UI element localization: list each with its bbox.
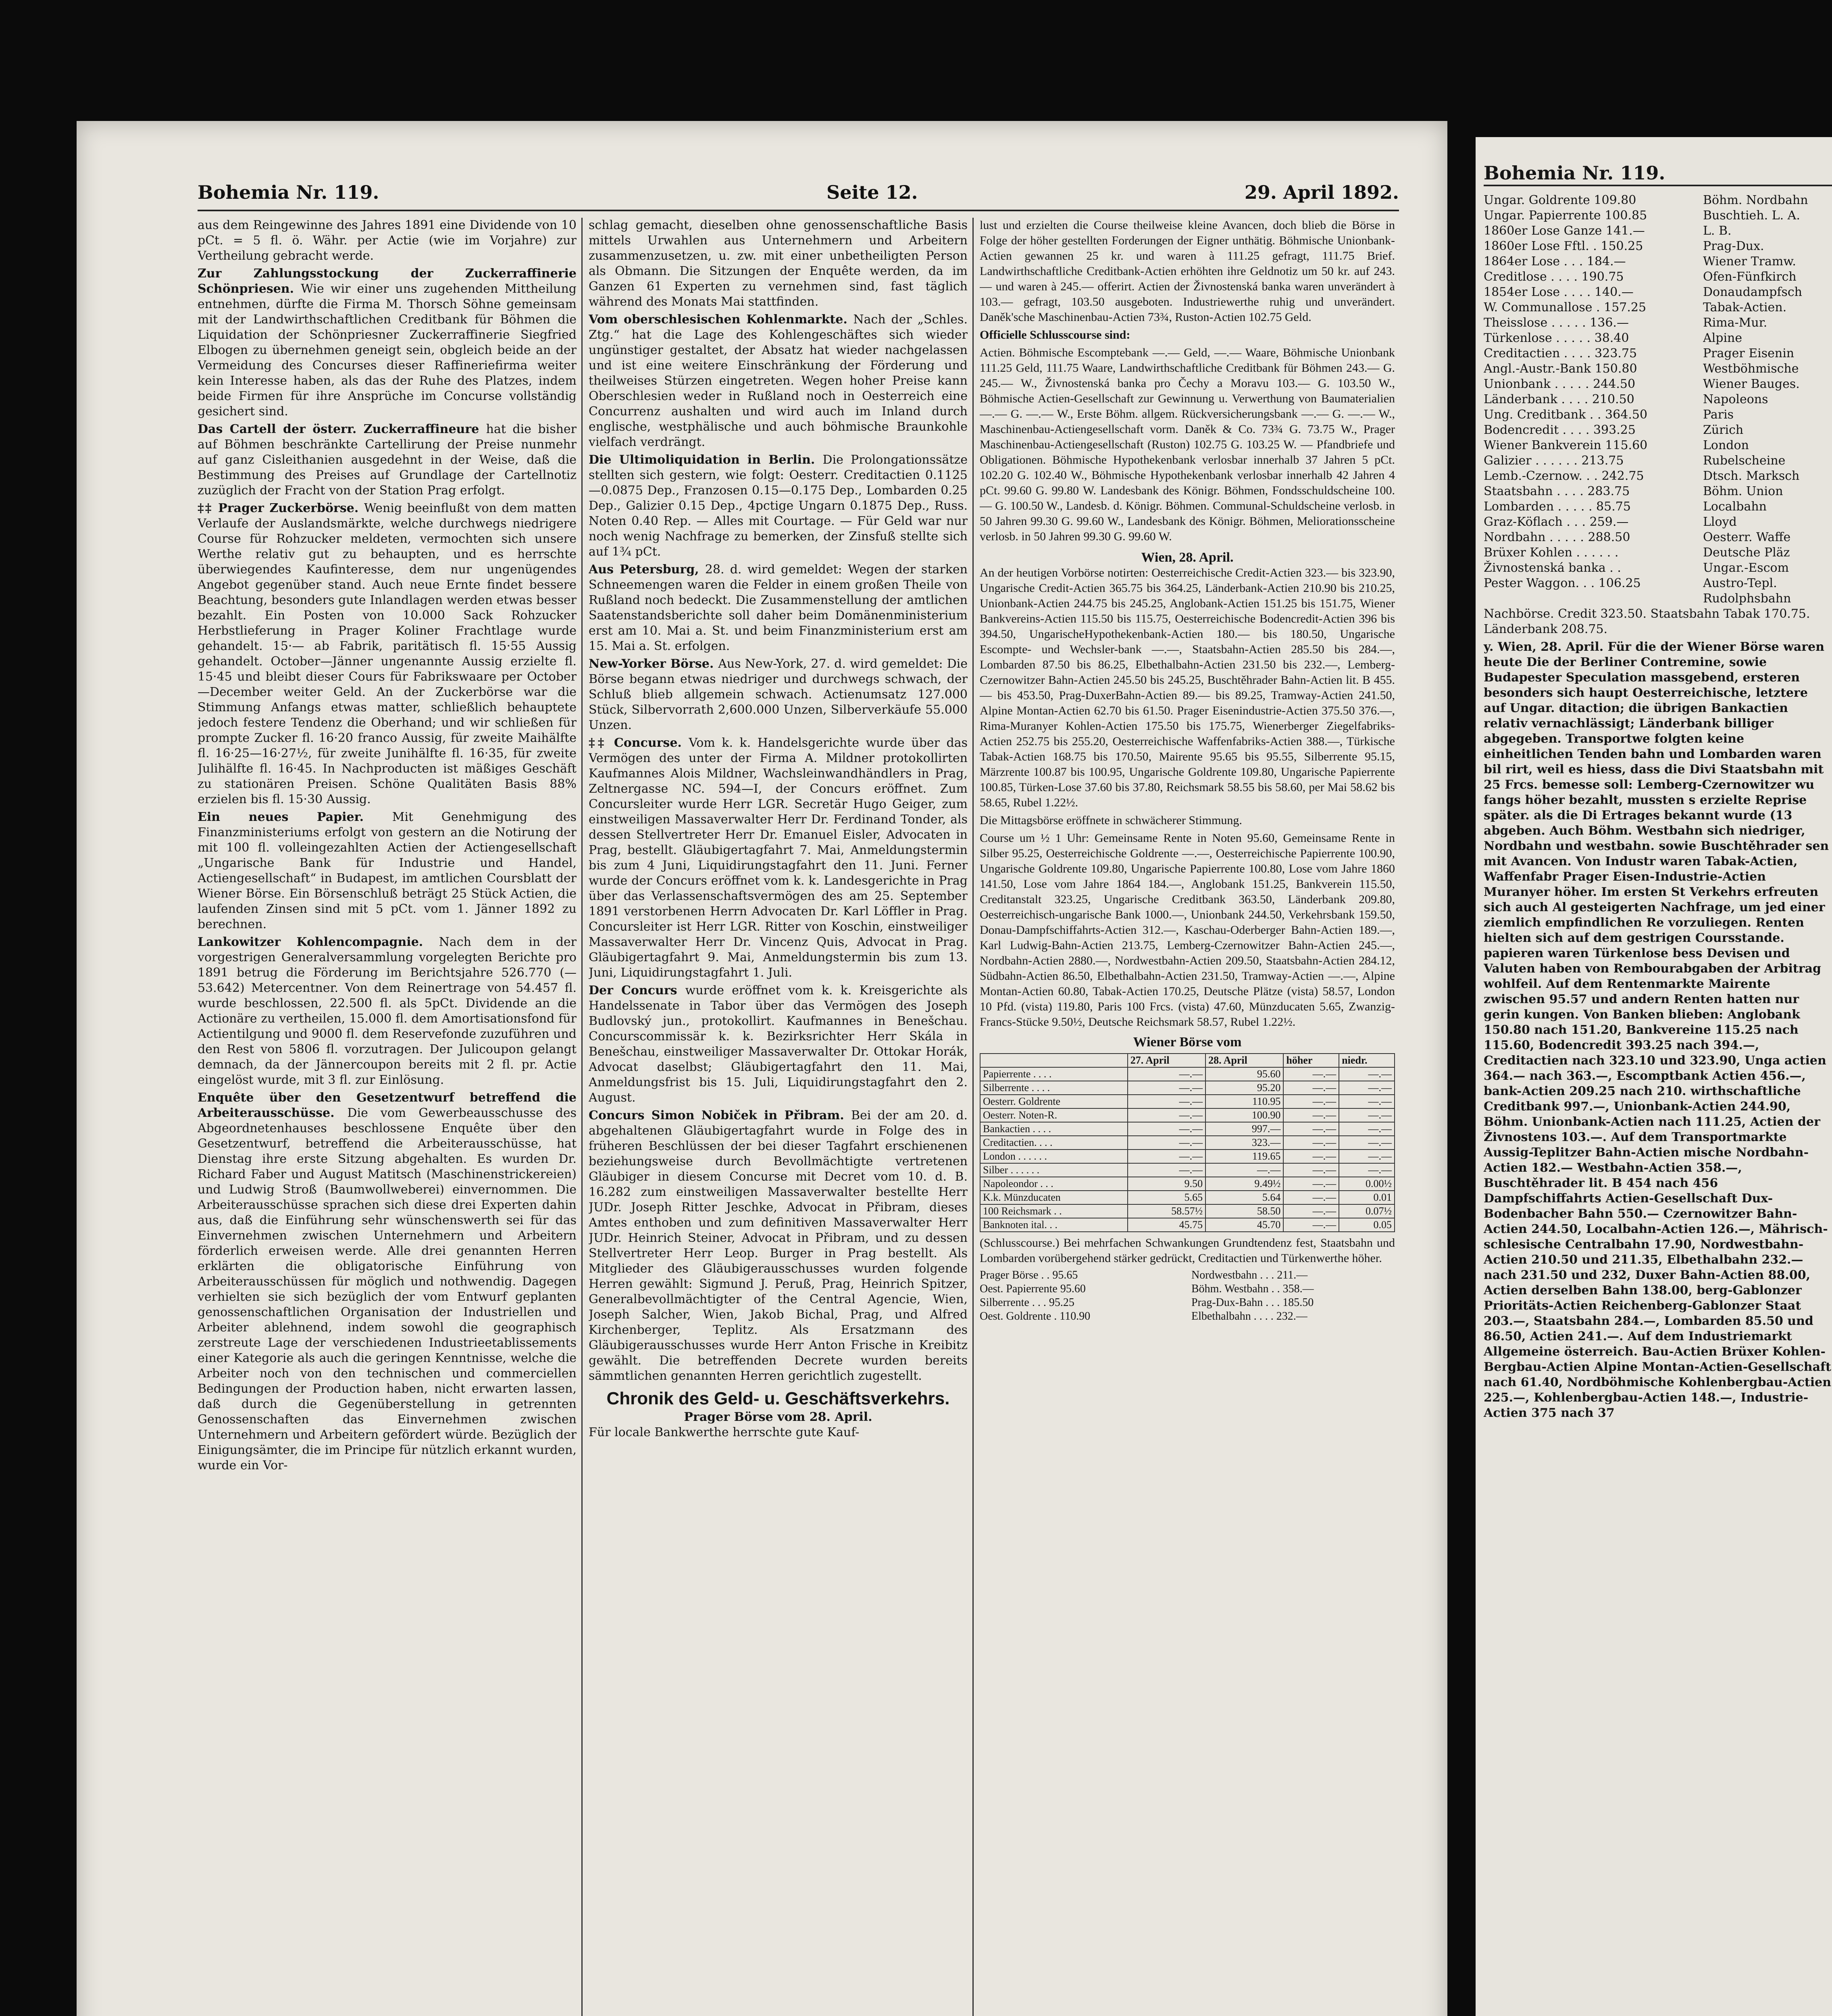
article-heading: Der Concurs bbox=[589, 983, 685, 998]
article-text: Nach der „Schles. Ztg.“ hat die Lage des Kohlengeschäftes sich wieder ungünstiger gestaltet, der Absatz hat wieder nachgelassen und ist eine weitere Einschränkung der Förderung und theilweises Stürzen eingetreten. Wegen hoher Preise kann Oberschlesien weder in Rußland noch in Oesterreich eine Concurrenz aushalten und wird auch im Inland durch englische, westphälische und auch böhmische Braunkohle vielfach verdrängt. bbox=[589, 312, 968, 449]
article-heading: Das Cartell der österr. Zuckerraffineure bbox=[198, 422, 486, 436]
table-cell: —.— bbox=[1339, 1163, 1395, 1177]
column-divider bbox=[972, 218, 974, 2016]
quote-line: Brüxer Kohlen . . . . . . bbox=[1484, 546, 1619, 560]
table-row bbox=[980, 1081, 1395, 1095]
official-quotes: Actien. Böhmische Escomptebank —.— Geld, —.— Waare, Böhmische Unionbank 111.25 Geld, 111.75 Waare, Landwirthschaftliche Creditbank für Böhmen 243.— G. 245.— W., Živnostenská banka pro Čechy a Moravu 103.— G. 103.50 W., Böhmische Actien-Gesellschaft zur Gewinnung u. Verwerthung von Baumaterialien —.— G. —.— W., Erste Böhm. allgem. Rückversicherungsbank —.— G. —.— W., Maschinenbau-Actiengesellschaft vorm. Daněk & Co. 73¾ G. 73.75 W., Prager Maschinenbau-Actiengesellschaft (Ruston) 102.75 G. 103.25 W. — Pfandbriefe und Obligationen. Böhmische Hypothekenbank verlosbar innerhalb 37 Jahren 5 pCt. 102.20 G. 102.40 W., Böhmische Hypothekenbank verlosbar innerhalb 42 Jahren 4 pCt. 99.60 G. 99.80 W. Landesbank des Königr. Böhmen, Fondsschuldscheine 100.— G. 100.50 W., Landesb. d. Königr. Böhmen. Communal-Schuldscheine verlosb. in 50 Jahren 99.30 G. 99.60 W., Landesbank des Königr. Böhmen, Meliorationsscheine verlosb. in 50 Jahren 99.30 G. 99.60 W. bbox=[980, 346, 1395, 543]
article-paragraph bbox=[198, 218, 577, 264]
wien-text-1: An der heutigen Vorbörse notirten: Oesterreichische Credit-Actien 323.— bis 323.90, Ungarische Credit-Actien 365.75 bis 364.25, Länderbank-Actien 210.90 bis 210.25, Unionbank-Actien 244.75 bis 245.25, Anglobank-Actien 151.25 bis 151.75, Wiener Bankvereins-Actien 115.50 bis 115.75, Oesterreichische Bodencredit-Actien 396 bis 394.50, UngarischeHypothekenbank-Actien 180.— bis 180.50, Ungarische Escompte- und Wechsler-bank —.—, Staatsbahn-Actien 285.50 bis 284.—, Lombarden 87.50 bis 86.25, Elbethalbahn-Actien 231.50 bis 232.—, Lemberg-Czernowitzer Bahn-Actien 245.50 bis 245.25, Buschtěhrader Bahn-Actien lit. B 455.— bis 453.50, Prag-DuxerBahn-Actien 89.— bis 89.25, Tramway-Actien 241.50, Alpine Montan-Actien 62.70 bis 61.50. Prager Eisenindustrie-Actien 375.50 376.—, Rima-Muranyer Kohlen-Actien 175.50 bis 175.75, Wienerberger Ziegelfabriks-Actien 252.75 bis 255.20, Oesterreichische Waffenfabriks-Actien 388.—, Türkische Tabak-Actien 168.75 bis 170.50, Mairente 95.65 bis 95.55, Silberrente 95.15, Märzrente 100.87 bis 100.95, Ungarische Goldrente 109.80, Ungarische Papierrente 100.85, Türken-Lose 37.60 bis 37.80, Reichsmark 58.55 bis 58.60, per Mai 58.62 bis 58.65, Rubel 1.22½. bbox=[980, 566, 1395, 809]
chronik-text: Für locale Bankwerthe herrschte gute Kauf- bbox=[589, 1425, 860, 1439]
table-cell: Oesterr. Noten-R. bbox=[980, 1108, 1128, 1122]
table-cell: 95.20 bbox=[1205, 1081, 1283, 1095]
article-heading: New-Yorker Börse. bbox=[589, 657, 718, 671]
article-text: Aus New-York, 27. d. wird gemeldet: Die Börse begann etwas niedriger und durchwegs schwach, der Schluß blieb allgemein schwach. Actienumsatz 127.000 Stück, Silbervorrath 2,600.000 Unzen, Silberverkäufe 55.000 Unzen. bbox=[589, 657, 968, 732]
article-paragraph bbox=[589, 983, 968, 1106]
quote-line: Rubelscheine bbox=[1703, 454, 1786, 468]
table-cell: 5.64 bbox=[1205, 1191, 1283, 1204]
article-text: hat die bisher auf Böhmen beschränkte Cartellirung der Preise nunmehr auf ganz Cisleithanien ausgedehnt in der Weise, daß die Bestimmung des Preises auf Grundlage der Cartellnotiz zuzüglich der Fracht von der Station Prag erfolgt. bbox=[198, 422, 577, 498]
table-cell: 0.01 bbox=[1339, 1191, 1395, 1204]
wiener-boerse-table bbox=[980, 1053, 1395, 1232]
column-divider bbox=[581, 218, 583, 2016]
quote-line: 1860er Lose Fftl. . 150.25 bbox=[1484, 239, 1643, 253]
table-header bbox=[980, 1054, 1128, 1067]
article-paragraph bbox=[198, 1090, 577, 1473]
table-cell: Silber . . . . . . bbox=[980, 1163, 1128, 1177]
table-cell: 323.— bbox=[1205, 1136, 1283, 1150]
article-heading: Enquête über den Gesetzentwurf betreffend die Arbeiterausschüsse. bbox=[198, 1091, 577, 1120]
table-cell: 0.00½ bbox=[1339, 1177, 1395, 1191]
chronik-subtitle: Prager Börse vom 28. April. bbox=[684, 1410, 872, 1424]
quote-line: Creditactien . . . . 323.75 bbox=[1484, 346, 1637, 360]
quote-line: Elbethalbahn . . . . 232.— bbox=[1191, 1310, 1307, 1322]
quote-line: Wiener Tramw. bbox=[1703, 254, 1796, 269]
table-cell: —.— bbox=[1283, 1177, 1339, 1191]
article-paragraph bbox=[198, 810, 577, 932]
page-number: Seite 12. bbox=[826, 181, 918, 203]
article-paragraph bbox=[198, 935, 577, 1088]
column-2 bbox=[589, 218, 968, 2016]
quote-line: Donaudampfsch bbox=[1703, 285, 1803, 299]
table-cell: 9.49½ bbox=[1205, 1177, 1283, 1191]
wien-text-3: Course um ½ 1 Uhr: Gemeinsame Rente in Noten 95.60, Gemeinsame Rente in Silber 95.25, Oesterreichische Goldrente —.—, Oesterreichische Papierrente 100.90, Ungarische Goldrente 109.80, Ungarische Papierrente 100.80, Lose vom Jahre 1860 141.50, Lose vom Jahre 1864 184.—, Anglobank 151.25, Bankverein 115.50, Creditanstalt 323.25, Ungarische Creditbank 363.50, Länderbank 209.80, Oesterreichisch-ungarische Bank 1000.—, Unionbank 244.50, Verkehrsbank 159.50, Donau-Dampfschiffahrts-Actien 312.—, Kaschau-Oderberger Bahn-Actien 189.—, Karl Ludwig-Bahn-Actien 213.75, Lemberg-Czernowitzer Bahn-Actien 245.—, Nordbahn-Actien 2880.—, Nordwestbahn-Actien 209.50, Staatsbahn-Actien 284.12, Südbahn-Actien 86.50, Elbethalbahn-Actien 231.50, Tramway-Actien —.—, Alpine Montan-Actien 60.80, Tabak-Actien 170.25, Deutsche Plätze (vista) 58.57, London 10 Pfd. (vista) 119.80, Paris 100 Frcs. (vista) 47.60, Münzducaten 5.65, Zwanzig-Francs-Stücke 9.50½, Deutsche Reichsmark 58.57, Rubel 1.22½. bbox=[980, 831, 1395, 1029]
quote-line: Napoleons bbox=[1703, 392, 1768, 406]
quote-line: Ungar. Goldrente 109.80 bbox=[1484, 193, 1636, 207]
quote-line: Alpine bbox=[1703, 331, 1742, 345]
quote-line: Buschtieh. L. A. bbox=[1703, 208, 1800, 223]
table-cell: —.— bbox=[1128, 1122, 1205, 1136]
article-paragraph bbox=[198, 266, 577, 419]
quote-line: Westböhmische bbox=[1703, 362, 1799, 376]
chronik-title: Chronik des Geld- u. Geschäftsverkehrs. bbox=[606, 1389, 950, 1408]
table-header: niedr. bbox=[1339, 1054, 1395, 1067]
table-cell: 0.05 bbox=[1339, 1218, 1395, 1232]
quote-line: Prag-Dux. bbox=[1703, 239, 1764, 253]
article-text: Die Prolongationssätze stellten sich gestern, wie folgt: Oesterr. Creditactien 0.1125—0.0875 Dep., Franzosen 0.15—0.175 Dep., Lombarden 0.25 Dep., Galizier 0.15 Dep., 4pctige Ungarn 0.1875 Dep., Russ. Noten 0.40 Rep. — Alles mit Courtage. — Für Geld war nur noch wenig Nachfrage zu bemerken, der Zinsfuß stellte sich auf 1¾ pCt. bbox=[589, 453, 968, 559]
table-cell: —.— bbox=[1128, 1150, 1205, 1163]
issue-date: 29. April 1892. bbox=[1244, 181, 1399, 203]
table-cell: 95.60 bbox=[1205, 1067, 1283, 1081]
quote-line: London bbox=[1703, 438, 1749, 452]
quote-line: Staatsbahn . . . . 283.75 bbox=[1484, 484, 1630, 498]
table-cell: —.— bbox=[1128, 1067, 1205, 1081]
table-cell: —.— bbox=[1128, 1081, 1205, 1095]
quote-line: Böhm. Westbahn . . 358.— bbox=[1191, 1283, 1314, 1295]
quote-line: Creditlose . . . . 190.75 bbox=[1484, 270, 1624, 284]
quote-line: Oest. Goldrente . 110.90 bbox=[980, 1310, 1091, 1322]
table-cell: —.— bbox=[1339, 1067, 1395, 1081]
table-row bbox=[980, 1136, 1395, 1150]
table-cell: 45.70 bbox=[1205, 1218, 1283, 1232]
quote-line: Paris bbox=[1703, 408, 1734, 422]
table-cell: —.— bbox=[1128, 1163, 1205, 1177]
quote-line: Austro-Tepl. bbox=[1703, 576, 1777, 590]
official-heading: Officielle Schlusscourse sind: bbox=[980, 328, 1130, 342]
quote-line: Theisslose . . . . . 136.— bbox=[1484, 316, 1629, 330]
table-cell: 997.— bbox=[1205, 1122, 1283, 1136]
article-paragraph bbox=[198, 422, 577, 498]
table-cell: 9.50 bbox=[1128, 1177, 1205, 1191]
quote-line: Dtsch. Marksch bbox=[1703, 469, 1800, 483]
quote-line: Wiener Bankverein 115.60 bbox=[1484, 438, 1648, 452]
quote-line: Ungar.-Escom bbox=[1703, 561, 1789, 575]
table-cell: —.— bbox=[1205, 1163, 1283, 1177]
table-cell: 58.57½ bbox=[1128, 1204, 1205, 1218]
article-text: Die vom Gewerbeausschusse des Abgeordnetenhauses beschlossene Enquête über den Gesetzentwurf, betreffend die Arbeiterausschüsse, hat Dienstag ihre erste Sitzung abgehalten. Es wurden Dr. Richard Faber und August Matitsch (Maschinenstrickereien) und Ludwig Stroß (Baumwollweberei) einvernommen. Die Arbeiterausschüsse sprachen sich diese drei Experten dahin aus, daß die Einführung sehr wünschenswerth sei für das Einvernehmen zwischen Unternehmern und Arbeitern förderlich erweisen werde. Alle drei genannten Herren erklärten die obligatorische Einführung von Arbeiterausschüssen für möglich und nothwendig. Dagegen verhielten sie sich bezüglich der vom Entwurf geplanten genossenschaftlichen Organisation der Industriellen und Arbeiter ablehnend, indem sowohl die geographisch zerstreute Lage der verschiedenen Industrieetablissements einer Kategorie als auch die geringen Kenntnisse, welche die Arbeiter noch von den technischen und commerciellen Bedingungen der Production haben, nicht erwarten lassen, daß durch die Gegenüberstellung in getrennten Genossenschaften das Einvernehmen zwischen Unternehmern und Arbeitern gefördert würde. Bezüglich der Einigungsämter, die im Principe für nützlich erkannt wurden, wurde ein Vor- bbox=[198, 1106, 577, 1472]
table-cell: —.— bbox=[1283, 1204, 1339, 1218]
table-cell: —.— bbox=[1283, 1136, 1339, 1150]
article-text: wurde eröffnet vom k. k. Kreisgerichte als Handelssenate in Tabor über das Vermögen des Joseph Budlovský jun., protokollirt. Kaufmannes in Benešchau. Concurscommissär k. k. Bezirksrichter Herr Skála in Benešchau, einstweiliger Massaverwalter Dr. Ottokar Horák, Advocat daselbst; Gläubigertagfahrt den 11. Mai, Anmeldungsfrist bis 15. Juli, Liquidirungstagfahrt den 2. August. bbox=[589, 983, 968, 1105]
table-row bbox=[980, 1122, 1395, 1136]
page-header bbox=[198, 173, 1399, 210]
article-heading: Lankowitzer Kohlencompagnie. bbox=[198, 935, 439, 949]
quote-line: Zürich bbox=[1703, 423, 1744, 437]
article-text: Wenig beeinflußt von dem matten Verlaufe der Auslandsmärkte, welche durchwegs niedrigere Course für Rohzucker meldeten, vermochten sich unsere Werthe relativ gut zu behaupten, und es herrschte überwiegendes Kaufinteresse, dem nur ungenügendes Angebot gegenüber stand. Auch neue Ernte findet bessere Beachtung, besonders gute Inlandlagen werden etwas besser bezahlt. Ein Posten von 10.000 Sack Rohzucker Herbstlieferung in Prager Koliner Frachtlage wurde gehandelt. 15·— ab Fabrik, paritätisch fl. 15·55 Aussig gehandelt. October—Jänner ungenannte Aussig erzielte fl. 15·45 und bleibt dieser Cours für Fabrikswaare per October—December weiter Geld. An der Zuckerbörse war die Stimmung Anfangs etwas matter, schließlich behauptete jedoch festere Tendenz die Oberhand; und wir schließen für prompte Zucker fl. 16·20 franco Aussig, für zweite Maihälfte fl. 16·25—16·27½, für zweite Junihälfte fl. 16·35, für zweite Julihälfte fl. 16·45. In Nachproducten ist mäßiges Geschäft zu stationären Preisen. Schöne Qualitäten Basis 88% erzielen bis fl. 15·30 Aussig. bbox=[198, 501, 577, 806]
article-text: aus dem Reingewinne des Jahres 1891 eine Dividende von 10 pCt. = 5 fl. ö. Währ. per Actie (wie im Vorjahre) zur Vertheilung gebracht werde. bbox=[198, 218, 577, 263]
table-cell: —.— bbox=[1283, 1095, 1339, 1108]
article-text: 28. d. wird gemeldet: Wegen der starken Schneemengen waren die Felder in einem großen Theile von Rußland noch bedeckt. Die Zusammenstellung der amtlichen Saatenstandsberichte soll daher beim Domänenministerium erst am 10. Mai a. St. und beim Finanzministerium erst am 15. Mai a. St. erfolgen. bbox=[589, 562, 968, 653]
article-paragraph bbox=[589, 312, 968, 450]
quote-line: Galizier . . . . . . 213.75 bbox=[1484, 454, 1624, 468]
table-cell: London . . . . . . bbox=[980, 1150, 1128, 1163]
column-1 bbox=[198, 218, 577, 2016]
quote-line: Angl.-Austr.-Bank 150.80 bbox=[1484, 362, 1637, 376]
newspaper-page bbox=[77, 121, 1447, 2016]
quote-line: Localbahn bbox=[1703, 500, 1767, 514]
quote-line: L. B. bbox=[1703, 224, 1732, 238]
table-cell: —.— bbox=[1283, 1081, 1339, 1095]
table-cell: 58.50 bbox=[1205, 1204, 1283, 1218]
quote-line: Lloyd bbox=[1703, 515, 1737, 529]
table-cell: —.— bbox=[1283, 1150, 1339, 1163]
quote-line: Ung. Creditbank . . 364.50 bbox=[1484, 408, 1648, 422]
article-paragraph bbox=[198, 501, 577, 807]
article-text: Mit Genehmigung des Finanzministeriums erfolgt von gestern an die Notirung der mit 100 fl. volleingezahlten Actien der Actiengesellschaft „Ungarische Bank für Industrie und Handel, Actiengesellschaft“ in Budapest, im amtlichen Coursblatt der Wiener Börse. Ein Börsenschluß beträgt 25 Stück Actien, die laufenden Zinsen sind mit 5 pCt. vom 1. Jänner 1892 zu berechnen. bbox=[198, 810, 577, 931]
table-cell: 100 Reichsmark . . bbox=[980, 1204, 1128, 1218]
table-cell: —.— bbox=[1283, 1108, 1339, 1122]
quote-line: Pester Waggon. . . 106.25 bbox=[1484, 576, 1641, 590]
quote-line: Lombarden . . . . . 85.75 bbox=[1484, 500, 1631, 514]
table-cell: 110.95 bbox=[1205, 1095, 1283, 1108]
table-cell: Oesterr. Goldrente bbox=[980, 1095, 1128, 1108]
article-heading: Die Ultimoliquidation in Berlin. bbox=[589, 453, 823, 467]
quote-line: Deutsche Pläz bbox=[1703, 546, 1790, 560]
table-cell: —.— bbox=[1128, 1095, 1205, 1108]
article-paragraph bbox=[589, 656, 968, 733]
adjacent-tail: Nachbörse. Credit 323.50. Staatsbahn Tabak 170.75. Länderbank 208.75. bbox=[1484, 607, 1810, 636]
table-header: 28. April bbox=[1205, 1054, 1283, 1067]
table-header: 27. April bbox=[1128, 1054, 1205, 1067]
header-rule bbox=[198, 210, 1399, 211]
table-row bbox=[980, 1150, 1395, 1163]
quote-line: 1864er Lose . . . 184.— bbox=[1484, 254, 1626, 269]
table-cell: Creditactien. . . . bbox=[980, 1136, 1128, 1150]
article-heading: Zur Zahlungsstockung der Zuckerraffinerie Schönpriesen. bbox=[198, 267, 577, 296]
table-row bbox=[980, 1108, 1395, 1122]
quote-line: Ungar. Papierrente 100.85 bbox=[1484, 208, 1647, 223]
table-cell: —.— bbox=[1339, 1122, 1395, 1136]
table-cell: —.— bbox=[1128, 1136, 1205, 1150]
quote-line: Länderbank . . . . 210.50 bbox=[1484, 392, 1634, 406]
article-heading: Vom oberschlesischen Kohlenmarkte. bbox=[589, 312, 854, 327]
quote-line: Nordbahn . . . . . 288.50 bbox=[1484, 530, 1630, 544]
table-header: höher bbox=[1283, 1054, 1339, 1067]
table-cell: 119.65 bbox=[1205, 1150, 1283, 1163]
table-cell: 100.90 bbox=[1205, 1108, 1283, 1122]
quote-line: Graz-Köflach . . . 259.— bbox=[1484, 515, 1629, 529]
article-paragraph bbox=[589, 562, 968, 654]
table-row bbox=[980, 1067, 1395, 1081]
quote-line: 1860er Lose Ganze 141.— bbox=[1484, 224, 1645, 238]
table-cell: —.— bbox=[1283, 1163, 1339, 1177]
quote-line: Bodencredit . . . . 393.25 bbox=[1484, 423, 1636, 437]
article-heading: ‡‡ Prager Zuckerbörse. bbox=[198, 501, 364, 515]
quote-line: Oesterr. Waffe bbox=[1703, 530, 1791, 544]
table-cell: —.— bbox=[1339, 1150, 1395, 1163]
quote-line: Rima-Mur. bbox=[1703, 316, 1767, 330]
article-heading: ‡‡ Concurse. bbox=[589, 736, 689, 750]
quote-line: Prager Börse . . 95.65 bbox=[980, 1269, 1078, 1281]
table-cell: —.— bbox=[1339, 1108, 1395, 1122]
article-text: Vom k. k. Handelsgerichte wurde über das Vermögen des unter der Firma A. Mildner protokollirten Kaufmannes Alois Mildner, Wachsleinwandhändlers in Prag, Zeltnergasse NC. 594—I, der Concurs eröffnet. Zum Concursleiter wurde Herr LGR. Secretär Hugo Geiger, zum einstweiligen Massaverwalter Herr Dr. Ferdinand Tonder, als dessen Stellvertreter Herr Dr. Emanuel Eisler, Advocaten in Prag, bestellt. Gläubigertagfahrt 7. Mai, Anmeldungstermin bis zum 4 Juni, Liquidirungstagfahrt den 11. Juni. Ferner wurde der Concurs eröffnet vom k. k. Landesgerichte in Prag über das Verlassenschaftsvermögen des am 25. September 1891 verstorbenen Herrn Advocaten Dr. Karl Löffler in Prag. Concursleiter ist Herr LGR. Ritter von Koschin, einstweiliger Massaverwalter Herr Dr. Vincenz Quis, Advocat in Prag. Gläubigertagfahrt 9. Mai, Anmeldungstermin bis zum 13. Juni, Liquidirungstagfahrt 1. Juli. bbox=[589, 736, 968, 980]
table-cell: —.— bbox=[1339, 1095, 1395, 1108]
schluss-quotes bbox=[980, 1268, 1395, 1323]
article-text: Wie wir einer uns zugehenden Mittheilung entnehmen, dürfte die Firma M. Thorsch Söhne gemeinsam mit der Landwirthschaftlichen Creditbank für Böhmen die Liquidation der Schönpriesner Zuckerraffinerie Siegfried Elbogen zu übernehmen geneigt sein, obgleich beide an der Vermeidung des Concurses dieser Raffineriefirma weiter kein Interesse haben, als das der Ruhe des Platzes, indem beide Firmen für ihre Ansprüche im Concurse vollständig gesichert sind. bbox=[198, 282, 577, 419]
table-cell: Papierrente . . . . bbox=[980, 1067, 1128, 1081]
quote-line: Prag-Dux-Bahn . . . 185.50 bbox=[1191, 1296, 1314, 1309]
table-cell: —.— bbox=[1283, 1218, 1339, 1232]
quote-line: Tabak-Actien. bbox=[1703, 300, 1787, 314]
table-row bbox=[980, 1204, 1395, 1218]
table-row bbox=[980, 1177, 1395, 1191]
table-cell: Bankactien . . . . bbox=[980, 1122, 1128, 1136]
article-text: Nach dem in der vorgestrigen Generalversammlung vorgelegten Berichte pro 1891 betrug die Förderung im Berichtsjahre 526.770 (—53.642) Metercentner. Von dem Reinertrage von 54.457 fl. wurde beschlossen, 22.500 fl. als 5pCt. Dividende an die Actionäre zu vertheilen, 15.000 fl. dem Amortisationsfond für Actientilgung und 9000 fl. dem Reservefonde zuzuführen und den Rest von 5806 fl. vorzutragen. Der Julicoupon gelangt demnach, da der Jännercoupon bereits mit 2 fl. pr. Actie eingelöst wurde, mit 3 fl. zur Einlösung. bbox=[198, 935, 577, 1087]
quote-line: Böhm. Union bbox=[1703, 484, 1783, 498]
article-paragraph bbox=[589, 1108, 968, 1384]
table-row bbox=[980, 1191, 1395, 1204]
article-heading: Concurs Simon Nobiček in Přibram. bbox=[589, 1108, 851, 1123]
col3-intro: lust und erzielten die Course theilweise kleine Avancen, doch blieb die Börse in Folge der höher gestellten Forderungen der Eigner unthätig. Böhmische Unionbank-Actien gewannen 25 kr. und waren à 111.25 gefragt, 111.75 Brief. Landwirthschaftliche Creditbank-Actien erhöhten ihre Geldnotiz um 50 kr. auf 243.— und waren à 245.— offerirt. Actien der Živnostenská banka waren unverändert à 103.— gefragt, 103.50 ausgeboten. Industriewerthe ruhig und unverändert. Daněk'sche Maschinenbau-Actien 73¾, Ruston-Actien 102.75 Geld. bbox=[980, 219, 1395, 324]
table-cell: —.— bbox=[1283, 1122, 1339, 1136]
table-cell: Silberrente . . . . bbox=[980, 1081, 1128, 1095]
quote-line: Silberrente . . . 95.25 bbox=[980, 1296, 1074, 1309]
quote-line: Lemb.-Czernow. . . 242.75 bbox=[1484, 469, 1644, 483]
article-paragraph bbox=[589, 735, 968, 981]
quote-line: Nordwestbahn . . . 211.— bbox=[1191, 1269, 1308, 1281]
quote-line: Ofen-Fünfkirch bbox=[1703, 270, 1797, 284]
quote-line: Böhm. Nordbahn bbox=[1703, 193, 1808, 207]
article-text: schlag gemacht, dieselben ohne genossenschaftliche Basis mittels Urwahlen aus Unternehmern und Arbeitern zusammenzusetzen, u. zw. mit einer unbetheiligten Person als Obmann. Die Sitzungen der Enquête werden, da im Ganzen 61 Experten zu vernehmen sind, fast täglich während des Monats Mai stattfinden. bbox=[589, 218, 968, 309]
table-cell: Banknoten ital. . . bbox=[980, 1218, 1128, 1232]
wien-text-2: Die Mittagsbörse eröffnete in schwächerer Stimmung. bbox=[980, 814, 1242, 827]
adjacent-page bbox=[1476, 137, 1832, 2016]
wiener-table-title: Wiener Börse vom bbox=[1133, 1035, 1242, 1050]
quote-line: 1854er Lose . . . . 140.— bbox=[1484, 285, 1634, 299]
adjacent-body: y. Wien, 28. April. Für die der Wiener Börse waren heute Die der Berliner Contremine, sowie Budapester Speculation massgebend, ersteren besonders sich haupt Oesterreichische, letztere auf Ungar. ditaction; die übrigen Bankactien relativ vernachlässigt; Länderbank billiger abgegeben. Transportwe folgten keine einheitlichen Tenden bahn und Lombarden waren bil rirt, weil es hiess, dass die Divi Staatsbahn mit 25 Frcs. bemesse soll: Lemberg-Czernowitzer wu fangs höher bezahlt, mussten s erzielte Reprise später. als die Di Ertrages bekannt wurde (13 abgeben. Auch Böhm. Westbahn sich niedriger, Nordbahn und westbahn. sowie Buschtěhrader sen mit Avancen. Von Industr waren Tabak-Actien, Waffenfabr Prager Eisen-Industrie-Actien Muranyer höher. Im ersten St Verkehrs erfreuten sich auch Al gesteigerten Nachfrage, um jed einer ziemlich empfindlichen Re vorzuliegen. Renten hielten sich auf dem gestrigen Coursstande. papieren waren Türkenlose bess Devisen und Valuten haben von Rembourabgaben der Arbitrag wohlfeil. Auf dem Rentenmarkte Mairente zwischen 95.57 und andern Renten hatten nur gerin kungen. Von Banken blieben: Anglobank 150.80 nach 151.20, Bankvereine 115.25 nach 115.60, Bodencredit 393.25 nach 394.—, Creditactien nach 323.10 und 323.90, Unga actien 364.— nach 363.—, Escomptbank Actien 456.—, bank-Actien 209.25 nach 210. wirthschaftliche Creditbank 997.—, Unionbank-Actien 244.90, Böhm. Unionbank-Actien nach 111.25, Actien der Živnostens 103.—. Auf dem Transportmarkte Aussig-Teplitzer Bahn-Actien mische Nordbahn-Actien 182.— Westbahn-Actien 358.—, Buschtěhrader lit. B 454 nach 456 Dampfschiffahrts Actien-Gesellschaft Dux-Bodenbacher Bahn 550.— Czernowitzer Bahn-Actien 244.50, Localbahn-Actien 126.—, Mährisch-schlesische Centralbahn 17.90, Nordwestbahn-Actien 210.50 und 211.35, Elbethalbahn 232.— nach 231.50 und 232, Duxer Bahn-Actien 88.00, Actien derselben Bahn 138.00, berg-Gablonzer Prioritäts-Actien Reichenberg-Gablonzer Staat 203.—, Staatsbahn 284.—, Lombarden 85.50 und 86.50, Actien 241.—. Auf dem Industriemarkt Allgemeine österreich. Bau-Actien Brüxer Kohlen-Bergbau-Actien Alpine Montan-Actien-Gesellschaft nach 61.40, Nordböhmische Kohlenbergbau-Actien 225.—, Kohlenbergbau-Actien 148.—, Industrie-Actien 375 nach 37 bbox=[1484, 640, 1832, 1420]
quote-line: Živnostenská banka . . bbox=[1484, 561, 1621, 575]
paper-title: Bohemia Nr. 119. bbox=[198, 181, 379, 203]
article-heading: Ein neues Papier. bbox=[198, 810, 392, 824]
table-row bbox=[980, 1095, 1395, 1108]
article-paragraph bbox=[589, 218, 968, 310]
wien-dateline: Wien, 28. April. bbox=[1141, 550, 1234, 565]
table-cell: —.— bbox=[1339, 1136, 1395, 1150]
quote-line: Unionbank . . . . . 244.50 bbox=[1484, 377, 1636, 391]
table-row bbox=[980, 1163, 1395, 1177]
quote-line: Wiener Bauges. bbox=[1703, 377, 1800, 391]
table-row bbox=[980, 1218, 1395, 1232]
quote-line: Rudolphsbahn bbox=[1703, 591, 1791, 606]
adjacent-header-rule bbox=[1484, 185, 1832, 186]
adjacent-header: Bohemia Nr. 119. bbox=[1484, 162, 1665, 184]
table-cell: —.— bbox=[1283, 1191, 1339, 1204]
table-cell: —.— bbox=[1283, 1067, 1339, 1081]
table-cell: Napoleondor . . . bbox=[980, 1177, 1128, 1191]
article-paragraph bbox=[589, 452, 968, 560]
table-cell: 0.07½ bbox=[1339, 1204, 1395, 1218]
table-cell: 5.65 bbox=[1128, 1191, 1205, 1204]
quote-line: Prager Eisenin bbox=[1703, 346, 1795, 360]
article-text: Bei der am 20. d. abgehaltenen Gläubigertagfahrt wurde in Folge des in früheren Beschlüssen der bei dieser Tagfahrt erschienenen beziehungsweise durch Bevollmächtigte vertretenen Gläubiger in diesem Concurse mit Decret vom 10. d. B. 16.282 zum einstweiligen Massaverwalter bestellte Herr JUDr. Joseph Ritter Jeschke, Advocat in Přibram, dieses Amtes enthoben und zum definitiven Massaverwalter Herr JUDr. Heinrich Steiner, Advocat in Přibram, und zu dessen Stellvertreter Herr Leop. Burger in Prag bestellt. Als Mitglieder des Gläubigerausschusses wurden folgende Herren gewählt: Sigmund J. Peruß, Prag, Heinrich Spitzer, Generalbevollmächtigter of the Central Agencie, Wien, Joseph Salcher, Wien, Jakob Bichal, Prag, und Alfred Kirchenberger, Teplitz. Als Ersatzmann des Gläubigerausschusses wurde Herr Anton Frische in Kreibitz gewählt. Die betreffenden Decrete wurden bereits sämmtlichen genannten Herren gerichtlich zugestellt. bbox=[589, 1108, 968, 1383]
table-cell: 45.75 bbox=[1128, 1218, 1205, 1232]
quote-line: Oest. Papierrente 95.60 bbox=[980, 1283, 1086, 1295]
table-cell: —.— bbox=[1128, 1108, 1205, 1122]
table-cell: K.k. Münzducaten bbox=[980, 1191, 1128, 1204]
quote-line: W. Communallose . 157.25 bbox=[1484, 300, 1647, 314]
column-3 bbox=[980, 218, 1395, 2016]
schluss-text: (Schlusscourse.) Bei mehrfachen Schwankungen Grundtendenz fest, Staatsbahn und Lombarden vorübergehend stärker gedrückt, Creditactien und Türkenwerthe höher. bbox=[980, 1236, 1395, 1265]
table-cell: —.— bbox=[1339, 1081, 1395, 1095]
article-heading: Aus Petersburg, bbox=[589, 562, 705, 577]
quote-line: Türkenlose . . . . . 38.40 bbox=[1484, 331, 1629, 345]
